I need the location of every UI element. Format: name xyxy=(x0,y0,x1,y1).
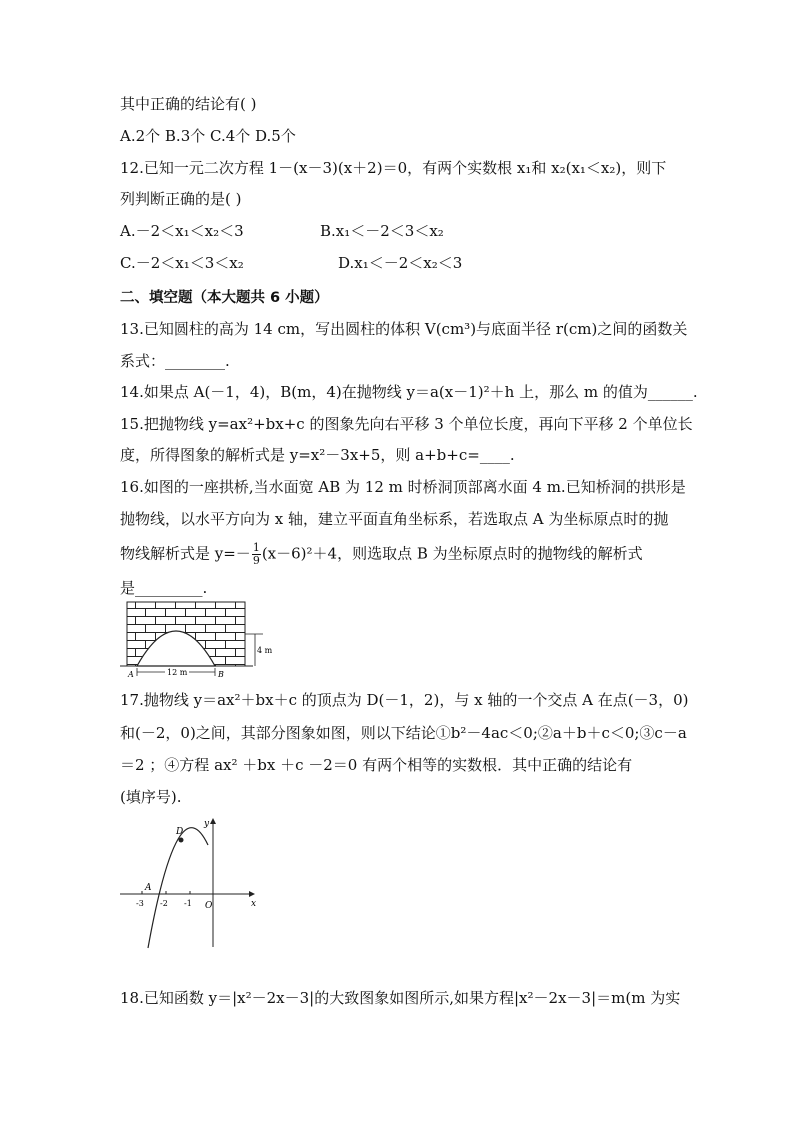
fraction-denominator: 9 xyxy=(252,554,260,567)
q13-line-2: 系式：________. xyxy=(120,352,230,370)
q16-line-3 xyxy=(120,542,643,567)
q12-stem-line-2: 列判断正确的是( ) xyxy=(120,190,242,208)
q15-line-2: 度，所得图象的解析式是 y=x²－3x+5，则 a+b+c=____. xyxy=(120,446,515,464)
q17-line-3: ＝2 ；④方程 ax² ＋bx ＋c －2＝0 有两个相等的实数根．其中正确的结论有 xyxy=(120,756,633,774)
q16-line-3-start: 物线解析式是 y=－ xyxy=(120,544,251,563)
section-heading: 二、填空题（本大题共 6 小题） xyxy=(120,290,329,306)
q17-line-4: (填序号). xyxy=(120,788,182,806)
tick-label-minus-1: -1 xyxy=(184,899,192,908)
q11-options: A.2个 B.3个 C.4个 D.5个 xyxy=(120,127,296,145)
q17-line-2: 和(－2，0)之间，其部分图象如图，则以下结论①b²－4ac＜0;②a＋b＋c＜0;③c－a xyxy=(120,724,687,742)
q15-line-1: 15.把抛物线 y=ax²+bx+c 的图象先向右平移 3 个单位长度，再向下平移 2 个单位长 xyxy=(120,415,693,433)
bridge-label-height: 4 m xyxy=(257,646,273,655)
q12-option-b: B.x₁＜－2＜3＜x₂ xyxy=(320,222,444,240)
label-d: D xyxy=(176,827,184,837)
q16-line-4: 是_________. xyxy=(120,579,208,597)
vertex-point xyxy=(179,838,184,843)
bridge-figure xyxy=(115,600,275,680)
fraction-one-ninth xyxy=(252,542,261,567)
q18-line-1: 18.已知函数 y＝|x²－2x－3|的大致图象如图所示,如果方程|x²－2x－3|＝m(m 为实 xyxy=(120,989,681,1007)
q12-option-d: D.x₁＜－2＜x₂＜3 xyxy=(338,254,463,272)
bridge-label-b: B xyxy=(218,670,224,679)
q14-line: 14.如果点 A(－1，4)，B(m，4)在抛物线 y＝a(x－1)²＋h 上，那么 m 的值为______. xyxy=(120,383,698,401)
q16-line-2: 抛物线，以水平方向为 x 轴，建立平面直角坐标系，若选取点 A 为坐标原点时的抛 xyxy=(120,510,669,528)
parabola-curve xyxy=(148,828,208,948)
q12-option-c: C.－2＜x₁＜3＜x₂ xyxy=(120,254,244,272)
q12-stem-line-1: 12.已知一元二次方程 1－(x－3)(x＋2)＝0，有两个实数根 x₁和 x₂(x₁＜x₂)，则下 xyxy=(120,159,667,177)
label-y: y xyxy=(204,819,210,829)
q12-option-a: A.－2＜x₁＜x₂＜3 xyxy=(120,222,244,240)
label-o: O xyxy=(205,901,213,911)
bridge-label-width: 12 m xyxy=(167,668,188,677)
q17-line-1: 17.抛物线 y＝ax²＋bx＋c 的顶点为 D(－1，2)，与 x 轴的一个交点 A 在点(－3，0) xyxy=(120,691,689,709)
tick-label-minus-3: -3 xyxy=(136,899,144,908)
label-a: A xyxy=(145,883,152,893)
text-line-1: 其中正确的结论有( ) xyxy=(120,95,257,113)
bridge-label-a: A xyxy=(128,670,134,679)
label-x: x xyxy=(251,899,257,909)
tick-label-minus-2: -2 xyxy=(160,899,168,908)
fraction-numerator: 1 xyxy=(252,541,260,554)
q13-line-1: 13.已知圆柱的高为 14 cm，写出圆柱的体积 V(cm³)与底面半径 r(cm)之间的函数关 xyxy=(120,320,688,338)
q16-line-1: 16.如图的一座拱桥,当水面宽 AB 为 12 m 时桥洞顶部离水面 4 m.已知桥洞的拱形是 xyxy=(120,478,686,496)
parabola-figure xyxy=(118,815,263,950)
q16-line-3-end: (x－6)²＋4，则选取点 B 为坐标原点时的抛物线的解析式 xyxy=(261,544,643,563)
